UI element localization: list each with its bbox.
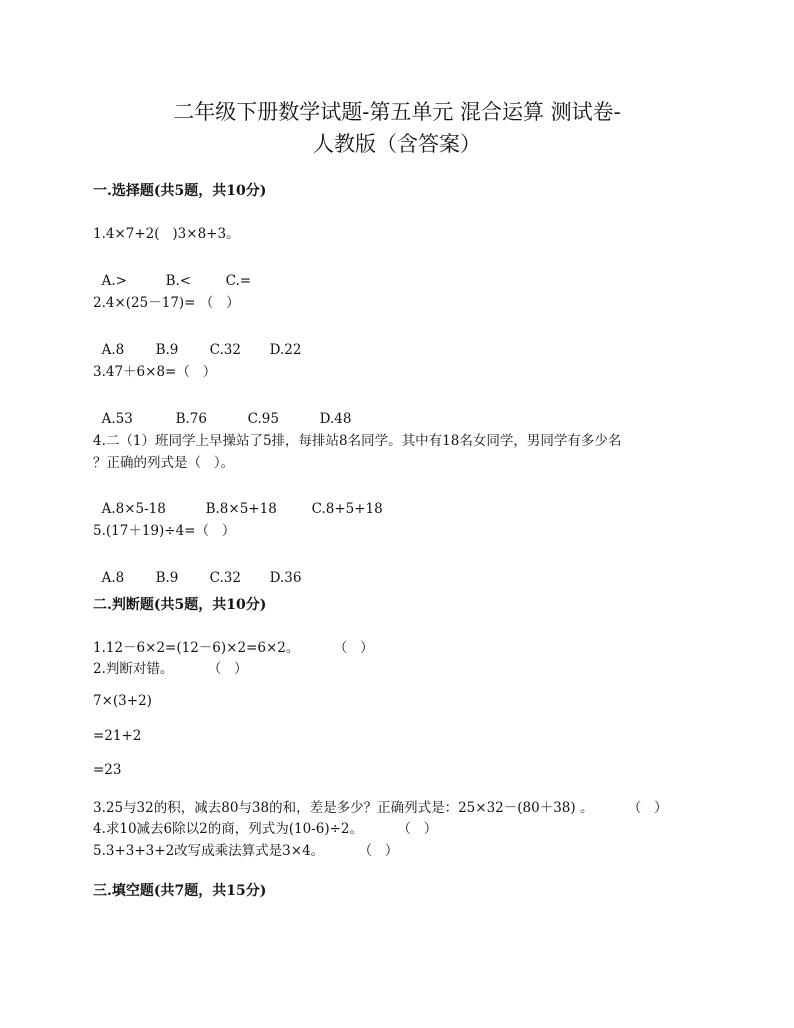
section3-heading: 三.填空题(共7题，共15分)	[93, 883, 267, 899]
doc-title-line1: 二年级下册数学试题-第五单元 混合运算 测试卷-	[173, 100, 621, 124]
s2-q2-expr-line1: 7×(3+2)	[93, 693, 152, 709]
option: B.9	[155, 342, 179, 358]
option: C.32	[209, 570, 241, 586]
s1-q4-options	[93, 485, 383, 517]
section2-heading: 二.判断题(共5题，共10分)	[93, 597, 267, 613]
s2-q2-expr-line2: =21+2	[93, 728, 142, 744]
option: B.<	[165, 273, 192, 289]
s1-q1-stem: 1.4×7+2( )3×8+3。	[93, 226, 240, 242]
s1-q3-stem: 3.47＋6×8=（ ）	[93, 364, 217, 380]
option: A.8	[101, 570, 125, 586]
option: A.>	[101, 273, 127, 289]
option: A.8×5-18	[101, 501, 166, 517]
s2-q1: 1.12－6×2=(12－6)×2=6×2。 （ ）	[93, 640, 374, 656]
option: C.=	[225, 273, 252, 289]
s1-q3-options	[93, 395, 351, 427]
option: B.9	[155, 570, 179, 586]
s1-q4-stem-line2: ？正确的列式是（ ）。	[93, 455, 235, 471]
s2-q2: 2.判断对错。 （ ）	[93, 661, 248, 677]
s2-q5: 5.3+3+3+2改写成乘法算式是3×4。 （ ）	[93, 843, 399, 859]
option: A.8	[101, 342, 125, 358]
s1-q4-stem-line1: 4.二（1）班同学上早操站了5排，每排站8名同学。其中有18名女同学，男同学有多少名	[93, 433, 622, 449]
option: B.76	[175, 411, 207, 427]
s2-q4: 4.求10减去6除以2的商，列式为(10-6)÷2。 （ ）	[93, 821, 438, 837]
s1-q5-options	[93, 554, 301, 586]
doc-title-line2: 人教版（含答案）	[313, 132, 481, 156]
s2-q3: 3.25与32的积，减去80与38的和，差是多少？正确列式是：25×32－(80＋38) 。 （ ）	[93, 800, 668, 816]
option: B.8×5+18	[205, 501, 277, 517]
s1-q2-options	[93, 326, 301, 358]
s1-q1-options	[93, 257, 251, 289]
option: C.32	[209, 342, 241, 358]
s1-q2-stem: 2.4×(25－17)= （ ）	[93, 295, 240, 311]
section1-heading: 一.选择题(共5题，共10分)	[93, 183, 267, 199]
option: D.22	[269, 342, 302, 358]
s2-q2-expr-line3: =23	[93, 762, 122, 778]
s1-q5-stem: 5.(17＋19)÷4=（ ）	[93, 523, 236, 539]
option: C.8+5+18	[311, 501, 383, 517]
option: C.95	[247, 411, 279, 427]
option: D.48	[319, 411, 352, 427]
option: D.36	[269, 570, 302, 586]
option: A.53	[101, 411, 133, 427]
